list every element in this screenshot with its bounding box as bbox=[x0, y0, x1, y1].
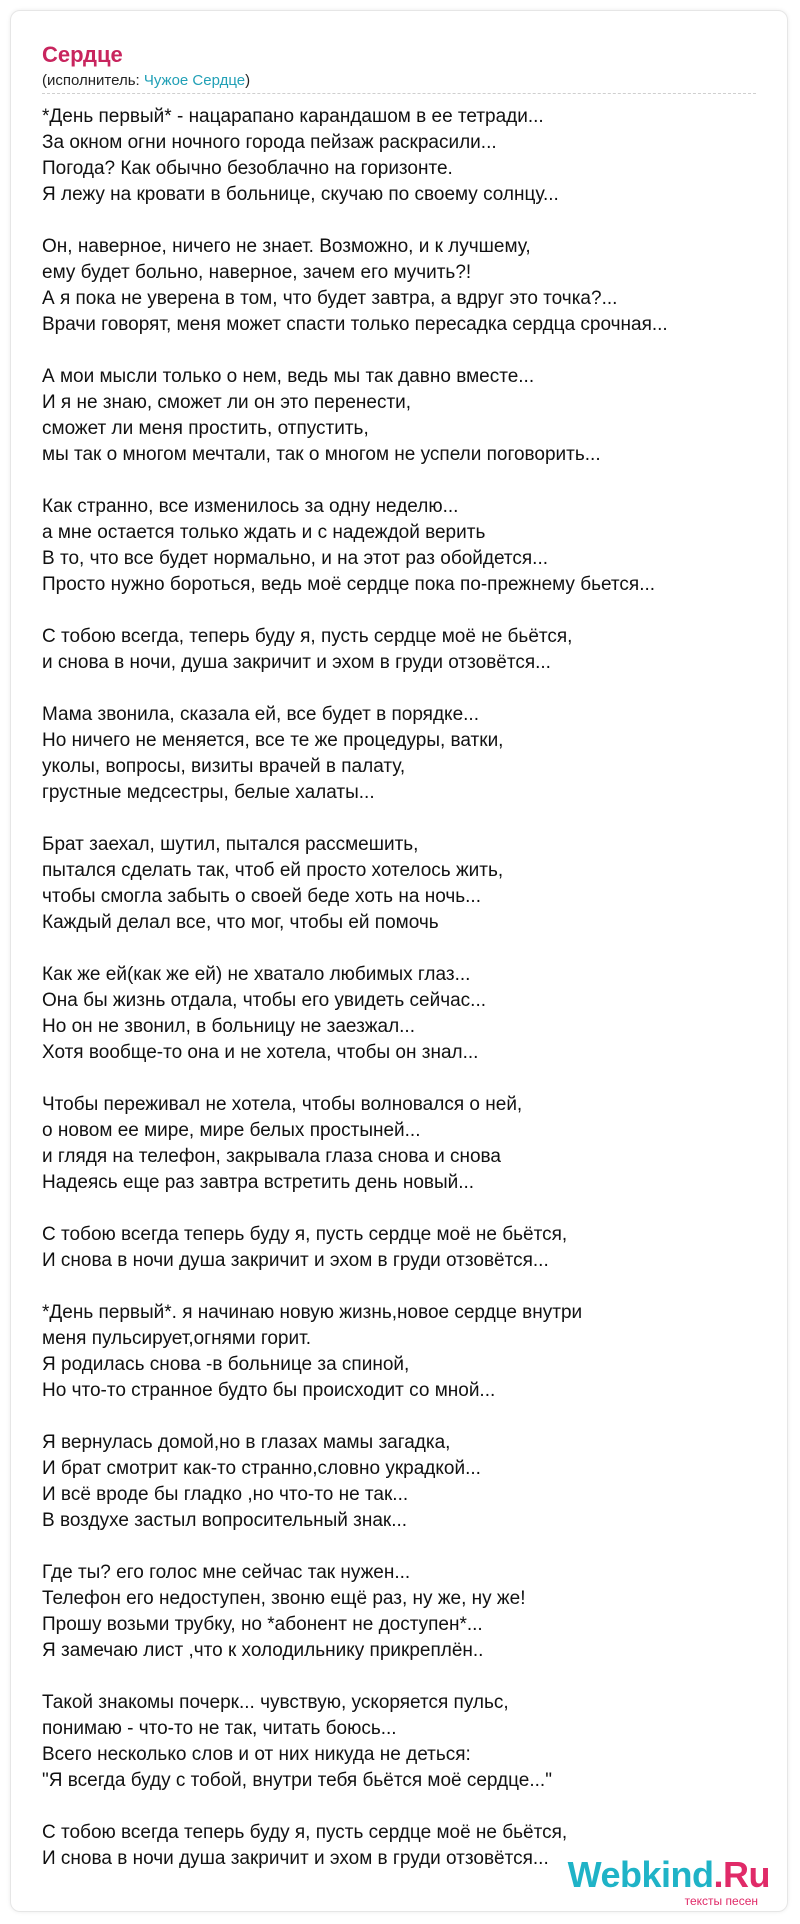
lyric-line: За окном огни ночного города пейзаж раскрасили... bbox=[42, 132, 497, 153]
lyric-line: Она бы жизнь отдала, чтобы его увидеть сейчас... bbox=[42, 990, 487, 1011]
lyric-line: А я пока не уверена в том, что будет завтра, а вдруг это точка?... bbox=[42, 288, 618, 309]
lyrics-stanza bbox=[42, 1560, 762, 1664]
artist-suffix: ) bbox=[245, 72, 251, 89]
lyric-line: В воздухе застыл вопросительный знак... bbox=[42, 1510, 408, 1531]
lyric-line: а мне остается только ждать и с надеждой верить bbox=[42, 522, 486, 543]
lyric-line: И я не знаю, сможет ли он это перенести, bbox=[42, 392, 412, 413]
lyric-line: Телефон его недоступен, звоню ещё раз, ну же, ну же! bbox=[42, 1588, 526, 1609]
lyrics-stanza bbox=[42, 104, 762, 208]
lyrics-stanza bbox=[42, 364, 762, 468]
lyric-line: Чтобы переживал не хотела, чтобы волновался о ней, bbox=[42, 1094, 523, 1115]
lyric-line: сможет ли меня простить, отпустить, bbox=[42, 418, 369, 439]
lyric-line: Такой знакомы почерк... чувствую, ускоряется пульс, bbox=[42, 1692, 509, 1713]
lyrics-stanza bbox=[42, 624, 762, 676]
lyric-line: Где ты? его голос мне сейчас так нужен... bbox=[42, 1562, 411, 1583]
lyrics-stanza bbox=[42, 1222, 762, 1274]
lyric-line: Всего несколько слов и от них никуда не деться: bbox=[42, 1744, 471, 1765]
lyric-line: грустные медсестры, белые халаты... bbox=[42, 782, 375, 803]
lyric-line: меня пульсирует,огнями горит. bbox=[42, 1328, 311, 1349]
logo-wordmark bbox=[568, 1854, 770, 1896]
lyrics-stanza bbox=[42, 1092, 762, 1196]
title-divider bbox=[42, 93, 756, 94]
lyric-line: Надеясь еще раз завтра встретить день новый... bbox=[42, 1172, 475, 1193]
logo-tld: .Ru bbox=[713, 1854, 770, 1895]
lyric-line: Брат заехал, шутил, пытался рассмешить, bbox=[42, 834, 419, 855]
lyric-line: Каждый делал все, что мог, чтобы ей помочь bbox=[42, 912, 439, 933]
lyric-line: Как же ей(как же ей) не хватало любимых глаз... bbox=[42, 964, 471, 985]
lyric-line: ему будет больно, наверное, зачем его мучить?! bbox=[42, 262, 472, 283]
lyric-line: о новом ее мире, мире белых простыней... bbox=[42, 1120, 421, 1141]
artist-line bbox=[42, 72, 250, 89]
lyric-line: А мои мысли только о нем, ведь мы так давно вместе... bbox=[42, 366, 535, 387]
lyric-line: Я замечаю лист ,что к холодильнику прикреплён.. bbox=[42, 1640, 484, 1661]
lyric-line: мы так о многом мечтали, так о многом не успели поговорить... bbox=[42, 444, 601, 465]
song-title: Сердце bbox=[42, 42, 123, 67]
lyric-line: Я родилась снова -в больнице за спиной, bbox=[42, 1354, 410, 1375]
lyric-line: И брат смотрит как-то странно,словно украдкой... bbox=[42, 1458, 481, 1479]
lyric-line: Мама звонила, сказала ей, все будет в порядке... bbox=[42, 704, 479, 725]
lyric-line: Просто нужно бороться, ведь моё сердце пока по-прежнему бьется... bbox=[42, 574, 656, 595]
lyrics-stanza bbox=[42, 1690, 762, 1794]
webkind-logo[interactable] bbox=[560, 1854, 770, 1906]
lyric-line: С тобою всегда теперь буду я, пусть сердце моё не бьётся, bbox=[42, 1822, 568, 1843]
lyric-line: уколы, вопросы, визиты врачей в палату, bbox=[42, 756, 406, 777]
lyric-line: понимаю - что-то не так, читать боюсь... bbox=[42, 1718, 397, 1739]
lyrics-stanza bbox=[42, 832, 762, 936]
lyric-line: Как странно, все изменилось за одну неделю... bbox=[42, 496, 459, 517]
lyric-line: С тобою всегда, теперь буду я, пусть сердце моё не бьётся, bbox=[42, 626, 573, 647]
lyric-line: Хотя вообще-то она и не хотела, чтобы он знал... bbox=[42, 1042, 479, 1063]
lyric-line: И снова в ночи душа закричит и эхом в груди отзовётся... bbox=[42, 1848, 549, 1869]
lyric-line: *День первый*. я начинаю новую жизнь,новое сердце внутри bbox=[42, 1302, 583, 1323]
lyric-line: Я вернулась домой,но в глазах мамы загадка, bbox=[42, 1432, 451, 1453]
lyric-line: Врачи говорят, меня может спасти только пересадка сердца срочная... bbox=[42, 314, 668, 335]
lyrics-body bbox=[42, 104, 762, 1898]
artist-link[interactable]: Чужое Сердце bbox=[143, 72, 246, 89]
lyric-line: *День первый* - нацарапано карандашом в ее тетради... bbox=[42, 106, 544, 127]
lyric-line: Он, наверное, ничего не знает. Возможно, и к лучшему, bbox=[42, 236, 531, 257]
lyric-line: Погода? Как обычно безоблачно на горизонте. bbox=[42, 158, 453, 179]
lyrics-stanza bbox=[42, 234, 762, 338]
lyrics-stanza bbox=[42, 1300, 762, 1404]
logo-subtitle: тексты песен bbox=[684, 1894, 758, 1908]
lyrics-stanza bbox=[42, 962, 762, 1066]
lyrics-stanza bbox=[42, 494, 762, 598]
lyric-line: чтобы смогла забыть о своей беде хоть на ночь... bbox=[42, 886, 481, 907]
lyric-line: Но он не звонил, в больницу не заезжал... bbox=[42, 1016, 415, 1037]
lyric-line: пытался сделать так, чтоб ей просто хотелось жить, bbox=[42, 860, 504, 881]
lyric-line: С тобою всегда теперь буду я, пусть сердце моё не бьётся, bbox=[42, 1224, 568, 1245]
logo-main-text: Webkind bbox=[567, 1854, 714, 1895]
lyric-line: Я лежу на кровати в больнице, скучаю по своему солнцу... bbox=[42, 184, 559, 205]
lyric-line: Но что-то странное будто бы происходит со мной... bbox=[42, 1380, 496, 1401]
lyric-line: "Я всегда буду с тобой, внутри тебя бьётся моё сердце..." bbox=[42, 1770, 552, 1791]
lyrics-stanza bbox=[42, 1430, 762, 1534]
artist-prefix: (исполнитель: bbox=[42, 72, 144, 89]
lyric-line: Но ничего не меняется, все те же процедуры, ватки, bbox=[42, 730, 504, 751]
lyric-line: и снова в ночи, душа закричит и эхом в груди отзовётся... bbox=[42, 652, 551, 673]
lyrics-stanza bbox=[42, 702, 762, 806]
lyric-line: И снова в ночи душа закричит и эхом в груди отзовётся... bbox=[42, 1250, 549, 1271]
lyric-line: В то, что все будет нормально, и на этот раз обойдется... bbox=[42, 548, 549, 569]
lyric-line: Прошу возьми трубку, но *абонент не доступен*... bbox=[42, 1614, 483, 1635]
lyric-line: И всё вроде бы гладко ,но что-то не так... bbox=[42, 1484, 409, 1505]
lyric-line: и глядя на телефон, закрывала глаза снова и снова bbox=[42, 1146, 501, 1167]
